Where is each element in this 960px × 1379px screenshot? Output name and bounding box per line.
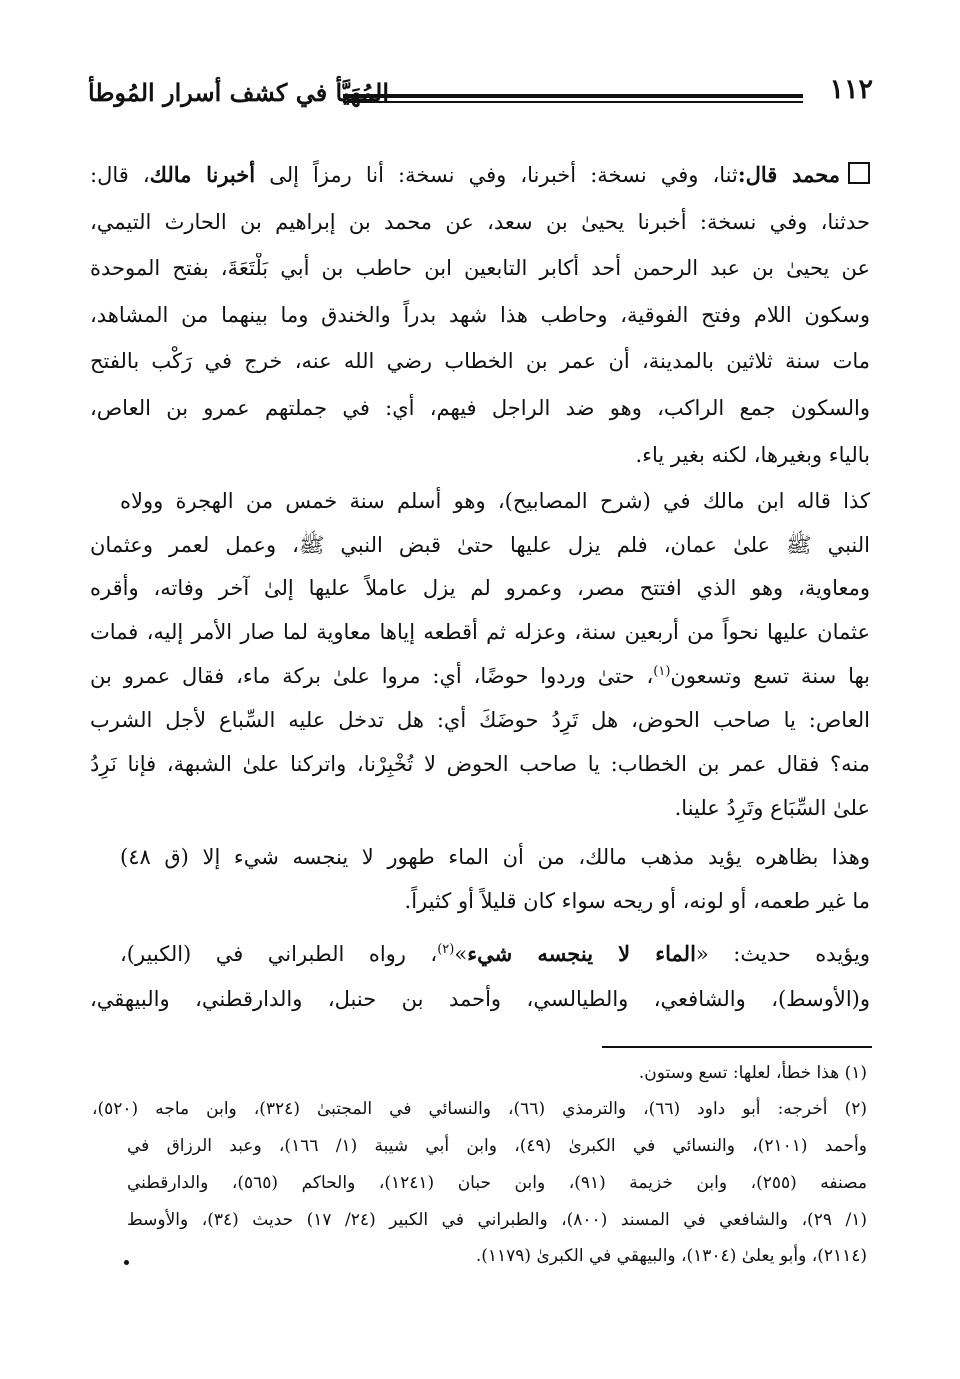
page-header xyxy=(88,70,873,122)
body-line: ما غير طعمه، أو لونه، أو ريحه سواء كان قليلاً أو كثيراً. xyxy=(404,889,870,913)
body-line: ومعاوية، وهو الذي افتتح مصر، وعمرو لم يزل عاملاً عليها إلىٰ آخر وفاته، وأقره xyxy=(90,576,870,600)
hadith-text: الماء لا ينجسه شيء xyxy=(467,941,696,966)
body-line: ويؤيده حديث: «الماء لا ينجسه شيء»$^{(٢)}$، رواه الطبراني في (الكبير)، xyxy=(120,941,870,966)
footnote-ref-2[interactable]: (٢) xyxy=(437,942,455,957)
body-line: مات سنة ثلاثين بالمدينة، أن عمر بن الخطاب رضي الله عنه، خرج في رَكْب بالفتح xyxy=(90,349,870,373)
square-marker-icon xyxy=(848,162,870,184)
body-line: عثمان عليها نحواً من أربعين سنة، وعزله ثم أقطعه إياها معاوية لما صار الأمر إليه، فمات xyxy=(90,620,870,644)
bold-phrase: أخبرنا مالك xyxy=(149,162,256,187)
running-title: المُهَيَّأ في كشف أسرار المُوطأ xyxy=(88,78,389,107)
footnote-1: (١) هذا خطأ، لعلها: تسع وستون. xyxy=(638,1063,867,1083)
footnote-separator xyxy=(602,1046,872,1048)
footnote-2-line: (١/ ٢٩)، والشافعي في المسند (٨٠٠)، والطبراني في الكبير (٢٤/ ١٧) حديث (٣٤)، والأوسط xyxy=(127,1210,867,1230)
footnote-2-line: (٢) أخرجه: أبو داود (٦٦)، والترمذي (٦٦)، والنسائي في المجتبىٰ (٣٢٤)، وابن ماجه (٥٢٠)، xyxy=(92,1099,867,1119)
body-line: حدثنا، وفي نسخة: أخبرنا يحيىٰ بن سعد، عن محمد بن إبراهيم بن الحارث التيمي، xyxy=(90,210,870,234)
ink-dot xyxy=(124,1260,129,1265)
page-number: ١١٢ xyxy=(829,74,873,105)
body-line: محمد قال:ثنا، وفي نسخة: أخبرنا، وفي نسخة: أنا رمزاً إلى أخبرنا مالك، قال: xyxy=(90,160,870,190)
header-rule xyxy=(343,94,803,104)
body-line: علىٰ السِّبَاع وتَرِدُ علينا. xyxy=(674,796,870,820)
speaker-label: محمد قال: xyxy=(737,162,841,187)
footnote-2-line: مصنفه (٢٥٥)، وابن خزيمة (٩١)، وابن حبان (١٢٤١)، والحاكم (٥٦٥)، والدارقطني xyxy=(127,1173,867,1193)
body-line: العاص: يا صاحب الحوض، هل تَرِدُ حوضَكَ أي: هل تدخل عليه السِّباع لأجل الشرب xyxy=(90,708,870,732)
body-line: كذا قاله ابن مالك في (شرح المصابيح)، وهو أسلم سنة خمس من الهجرة وولاه xyxy=(120,489,870,513)
body-line: وهذا بظاهره يؤيد مذهب مالك، من أن الماء طهور لا ينجسه شيء إلا (ق ٤٨) xyxy=(120,845,870,869)
body-line: و(الأوسط)، والشافعي، والطيالسي، وأحمد بن حنبل، والدارقطني، والبيهقي، xyxy=(90,987,870,1011)
body-line: وسكون اللام وفتح الفوقية، وحاطب هذا شهد بدراً والخندق وما بينهما من المشاهد، xyxy=(90,303,870,327)
footnote-2-line: وأحمد (٢١٠١)، والنسائي في الكبرىٰ (٤٩)، وابن أبي شيبة (١/ ١٦٦)، وعبد الرزاق في xyxy=(127,1136,867,1156)
body-line: بها سنة تسع وتسعون$^{(١)}$، حتىٰ وردوا حوضًا، أي: مروا علىٰ بركة ماء، فقال عمرو بن xyxy=(90,664,870,688)
body-line: منه؟ فقال عمر بن الخطاب: يا صاحب الحوض لا تُخْبِرْنا، واتركنا علىٰ الشبهة، فإنا نَرِدُ xyxy=(90,752,870,776)
footnote-2-line: (٢١١٤)، وأبو يعلىٰ (١٣٠٤)، والبيهقي في الكبرىٰ (١١٧٩). xyxy=(475,1246,867,1266)
body-line: عن يحيىٰ بن عبد الرحمن أحد أكابر التابعين ابن حاطب بن أبي بَلْتَعَةَ، بفتح الموحدة xyxy=(90,256,870,280)
body-line: النبي ﷺ علىٰ عمان، فلم يزل عليها حتىٰ قبض النبي ﷺ، وعمل لعمر وعثمان xyxy=(90,533,870,557)
body-line: والسكون جمع الراكب، وهو ضد الراجل فيهم، أي: في جملتهم عمرو بن العاص، xyxy=(90,396,870,420)
footnote-ref-1[interactable]: (١) xyxy=(653,664,671,679)
body-line: بالياء وبغيرها، لكنه بغير ياء. xyxy=(635,443,870,467)
